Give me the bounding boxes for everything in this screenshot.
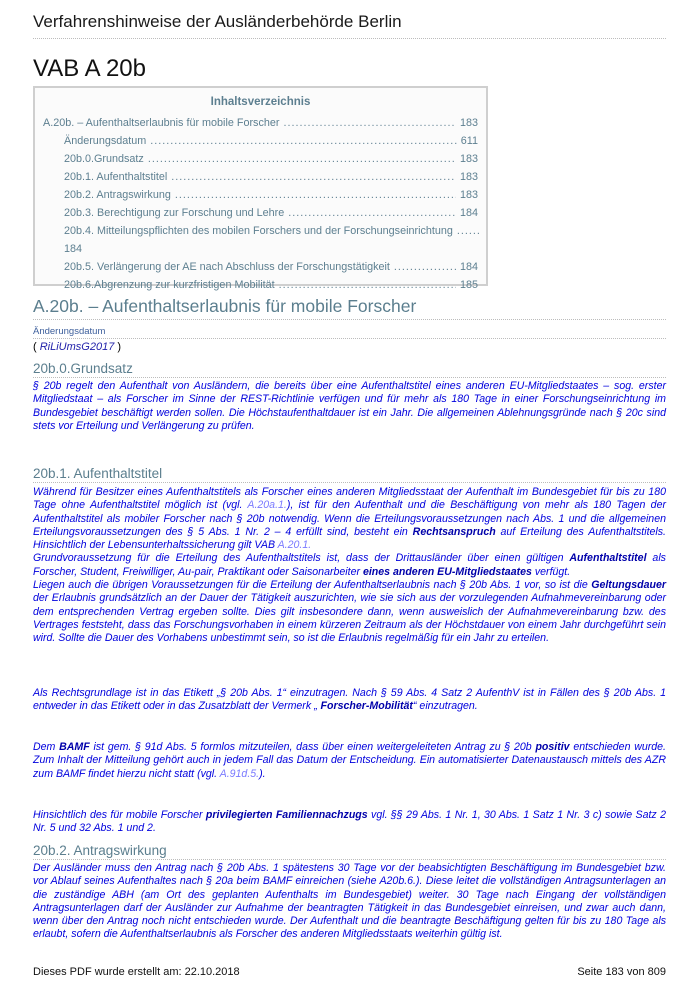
toc-heading: Inhaltsverzeichnis xyxy=(210,96,311,108)
section-title: A.20b. – Aufenthaltserlaubnis für mobile Forscher xyxy=(33,296,666,320)
paragraph-bamf: Dem BAMF ist gem. § 91d Abs. 5 formlos mitzuteilen, dass über einen weitergeleiteten Antrag zu § 20b positiv entschieden wurde. Zum Inhalt der Mitteilung gehört auch in jedem Fall das Datum der Entscheidung. Ein automatisierter Datenaustausch mittels des AZR zum BAMF findet hierzu nicht statt (vgl. A.91d.5.). xyxy=(33,741,667,780)
paragraph-familiennachzug: Hinsichtlich des für mobile Forscher privilegierten Familiennachzugs vgl. §§ 29 Abs. 1 Nr. 1, 30 Abs. 1 Satz 1 Nr. 3 c) sowie Satz 2 Nr. 5 und 32 Abs. 1 und 2. xyxy=(33,809,666,835)
reference-link[interactable]: RiLiUmsG2017 xyxy=(39,341,115,353)
table-of-contents xyxy=(33,86,488,291)
toc-entry[interactable]: Änderungsdatum ..... 611 xyxy=(43,132,478,150)
paragraph-rechtsgrundlage: Als Rechtsgrundlage ist in das Etikett „§ 20b Abs. 1“ einzutragen. Nach § 59 Abs. 4 Satz 2 AufenthV ist in Fällen des § 20b Abs. 1 entweder in das Etikett oder in das Zusatzblatt der Vermerk „ Forscher-Mobilität“ einzutragen. xyxy=(33,687,666,713)
change-reference: ( RiLiUmsG2017 ) xyxy=(33,341,122,353)
page-title: VAB A 20b xyxy=(33,55,146,82)
toc-entry[interactable]: 20b.2. Antragswirkung ..... 183 xyxy=(43,186,478,204)
link-a91d5[interactable]: A.91d.5. xyxy=(219,767,260,780)
toc-entry[interactable]: 20b.6.Abgrenzung zur kurzfristigen Mobilität ..... 185 xyxy=(43,276,478,294)
paragraph-grundsatz: § 20b regelt den Aufenthalt von Ausländern, die bereits über eine Aufenthaltstitel eines anderen EU-Mitgliedstaates – sog. erster Mitgliedstaat – als Forscher im Sinne der REST-Richtlinie verfügen und für mehr als 180 Tage in einer Forschungseinrichtung im Bundesgebiet beschäftigt werden sollen. Die Höchstaufenthaltdauer ist ein Jahr. Die allgemeinen Ablehnungsgründe nach § 20c sind stets vor Erteilung und Verlängerung zu prüfen. xyxy=(33,380,666,432)
toc-entry-page[interactable]: 184 xyxy=(64,243,83,255)
heading-antragswirkung: 20b.2. Antragswirkung xyxy=(33,843,666,860)
toc-entry[interactable]: A.20b. – Aufenthaltserlaubnis für mobile Forscher ..... 183 xyxy=(43,114,478,132)
site-header: Verfahrenshinweise der Ausländerbehörde Berlin xyxy=(33,12,666,39)
paragraph-aufenthaltstitel: Während für Besitzer eines Aufenthaltstitels als Forscher eines anderen Mitgliedsstaat der Aufenthalt im Bundesgebiet für bis zu 180 Tage ohne Aufenthaltstitel möglich ist (vgl. A.20a.1.), ist für den Aufenthalt und die Beschäftigung von mehr als 180 Tagen der Aufenthaltstitel als mobiler Forscher nach § 20b notwendig. Wenn die Erteilungsvoraussetzungen nach Abs. 1 und die allgemeinen Erteilungsvoraussetzungen des § 5 Abs. 1 Nr. 2 – 4 erfüllt sind, besteht ein Rechtsanspruch auf Erteilung des Aufenthaltstitels. Hinsichtlich der Lebensunterhaltssicherung gilt VAB A.20.1. Grundvoraussetzung für die Erteilung des Aufenthaltstitels ist, dass der Drittausländer über einen gültigen Aufenthaltstitel als Forscher, Student, Freiwilliger, Au-pair, Praktikant oder Saisonarbeiter eines anderen EU-Mitgliedstaates verfügt. Liegen auch die übrigen Voraussetzungen für die Erteilung der Aufenthaltserlaubnis nach § 20b Abs. 1 vor, so ist die Geltungsdauer der Erlaubnis grundsätzlich an der Dauer der Tätigkeit auszurichten, wie sie sich aus der vorzulegenden Aufnahmevereinbarung oder dem entsprechenden Vertrag ergeben sollte. Dies gilt insbesondere dann, wenn ausweislich der Aufnahmevereinbarung bzw. des Vertrages feststeht, dass das Forschungsvorhaben in einem kürzeren Zeitraum als der Höchstdauer von einem Jahr durchgeführt sein wird. Sollte die Dauer des Vorhabens unbestimmt sein, so ist die Erlaubnis regelmäßig für ein Jahr zu erteilen. xyxy=(33,486,666,645)
footer-created-date: Dieses PDF wurde erstellt am: 22.10.2018 xyxy=(33,966,240,978)
toc-entry[interactable]: 20b.0.Grundsatz ..... 183 xyxy=(43,150,478,168)
toc-entry[interactable]: 20b.5. Verlängerung der AE nach Abschluss der Forschungstätigkeit ..... 184 xyxy=(43,258,478,276)
change-date-link[interactable]: Änderungsdatum xyxy=(33,326,666,339)
toc-entry[interactable]: 20b.4. Mitteilungspflichten des mobilen Forschers und der Forschungseinrichtung ..... xyxy=(43,222,478,240)
paragraph-antragswirkung: Der Ausländer muss den Antrag nach § 20b Abs. 1 spätestens 30 Tage vor der beabsichtigten Beschäftigung im Bundesgebiet bzw. vor Ablauf seines Aufenthaltes nach § 20a beim BAMF einreichen (siehe A20b.6.). Diese leitet die vollständigen Antragsunterlagen an die zuständige ABH (am Ort des geplanten Aufenthalts im Bundesgebiet) weiter. 30 Tage nach Eingang der vollständigen Antragsunterlagen darf der Ausländer zur Aufnahme der beantragten Tätigkeit in das Bundesgebiet einreisen, und zwar auch dann, wenn über den Antrag noch nicht entschieden wurde. Der Aufenthalt und die beantragte Beschäftigung gelten für bis zu 180 Tage als erlaubt, sofern die Aufenthaltserlaubnis als Forscher des anderen Mitgliedsstaats weiterhin gültig ist. xyxy=(33,862,666,941)
footer-page-number: Seite 183 von 809 xyxy=(577,966,666,978)
toc-entry[interactable]: 20b.1. Aufenthaltstitel ..... 183 xyxy=(43,168,478,186)
link-a201[interactable]: A.20.1. xyxy=(277,539,312,552)
heading-grundsatz: 20b.0.Grundsatz xyxy=(33,361,666,378)
toc-entry[interactable]: 20b.3. Berechtigung zur Forschung und Lehre ..... 184 xyxy=(43,204,478,222)
link-a20a1[interactable]: A.20a.1. xyxy=(247,499,287,512)
heading-aufenthaltstitel: 20b.1. Aufenthaltstitel xyxy=(33,466,666,483)
